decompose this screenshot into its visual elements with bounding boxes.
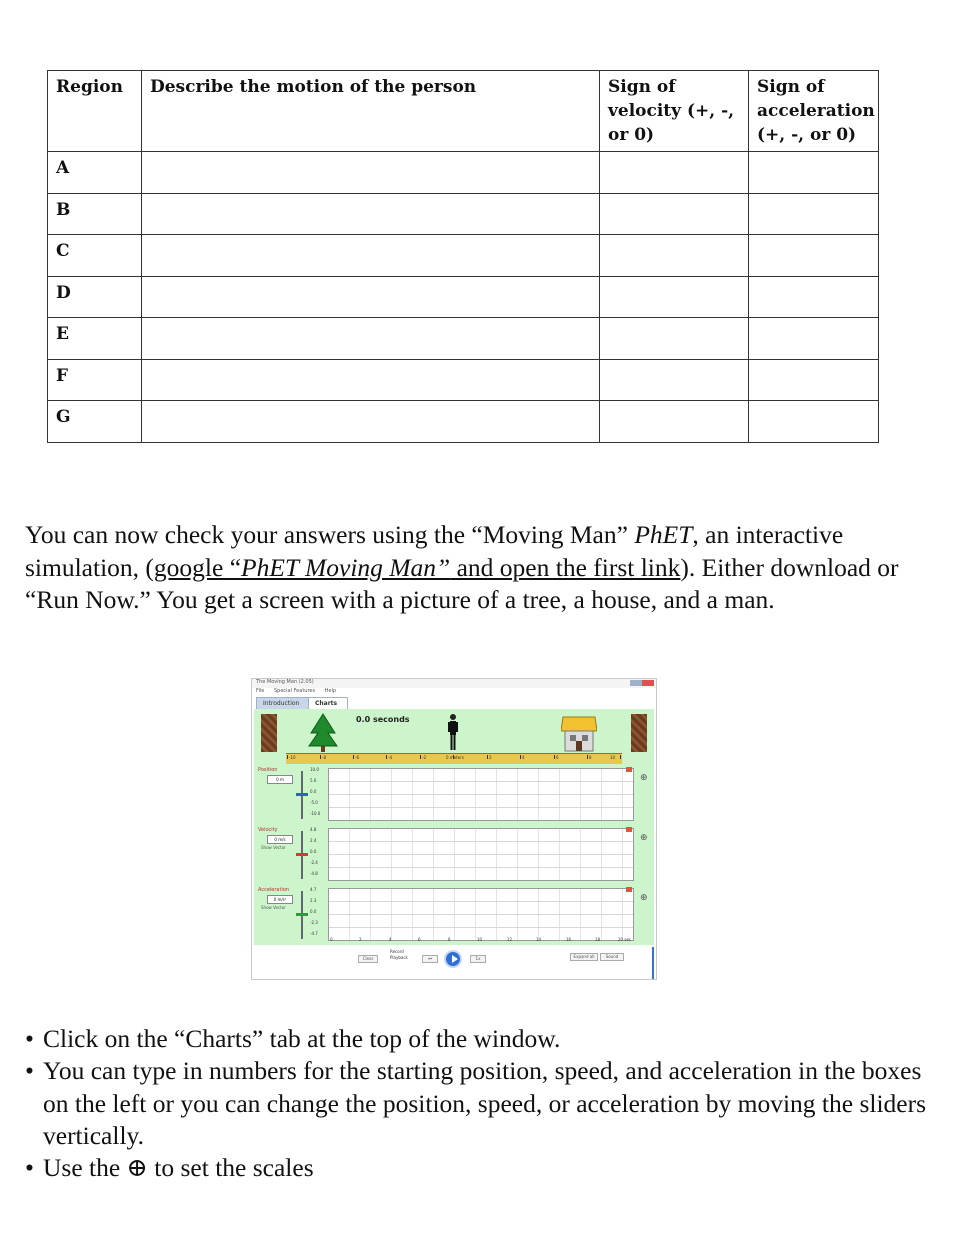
position-chart[interactable] [328,768,634,821]
time-readout: 0.0 seconds [356,715,410,724]
acceleration-panel [254,885,654,943]
time-tick-label: 18 [595,937,601,942]
right-wall [631,714,647,752]
menu-help[interactable]: Help [324,688,337,694]
ruler-tick [320,755,321,759]
ruler-label: 2 [489,755,492,760]
step-back-button[interactable]: ⏮ [422,955,438,963]
region-label: A [48,152,142,194]
table-row [48,193,879,235]
zoom-icon[interactable]: ⊕ [640,893,648,903]
axis-tick-label: -2.3 [310,920,318,925]
moving-man-icon[interactable] [447,713,459,753]
acceleration-cell[interactable] [749,359,879,401]
table-row [48,318,879,360]
tab-charts[interactable]: Charts [308,697,348,709]
table-row [48,401,879,443]
axis-tick-label: 2.3 [310,898,317,903]
time-axis [330,937,640,943]
axis-tick-label: -10.0 [310,811,321,816]
ruler-label: -2 [422,755,426,760]
time-tick-label: 10 [477,937,483,942]
list-item: • You can type in numbers for the starting position, speed, and acceleration in the boxes on the left or you can change the position, speed, or acceleration by moving the sliders vertically. [25,1055,945,1152]
link-text-a: google “ [153,552,242,582]
time-tick-label: 14 [536,937,542,942]
velocity-panel [254,825,654,883]
window-controls[interactable] [630,680,654,686]
description-cell[interactable] [142,235,600,277]
ruler-label: 4 [522,755,525,760]
velocity-show-vector[interactable]: Show Vector [261,845,286,850]
velocity-cell[interactable] [600,318,749,360]
velocity-cell[interactable] [600,235,749,277]
link-text-c: and open the first link [450,552,681,582]
table-row [48,359,879,401]
axis-tick-label: -2.4 [310,860,318,865]
time-tick-label: 0 [330,937,333,942]
position-title: Position [258,767,278,773]
axis-tick-label: 0.0 [310,849,317,854]
acceleration-cell[interactable] [749,276,879,318]
list-item: • Use the ⊕ to set the scales [25,1152,945,1184]
table-header-row [48,71,879,152]
position-axis-ticks [310,767,326,821]
intro-text-3: ). Either download or “Run Now.” You get a screen with a picture of a tree, a house, and a man. [25,552,899,614]
velocity-cell[interactable] [600,152,749,194]
tree-icon [308,713,338,753]
screenshot-right-edge [652,947,654,979]
region-label: B [48,193,142,235]
ruler-label: -6 [355,755,359,760]
table-row [48,276,879,318]
ruler-label: 10 [610,755,616,760]
header-region: Region [48,71,142,152]
playback-controls [254,945,654,977]
menu-file[interactable]: File [256,688,265,694]
region-label: F [48,359,142,401]
intro-paragraph [25,519,945,617]
sim-titlebar [252,679,656,688]
description-cell[interactable] [142,359,600,401]
velocity-cell[interactable] [600,359,749,401]
header-description: Describe the motion of the person [142,71,600,152]
velocity-title: Velocity [258,827,278,833]
time-tick-label: 8 [448,937,451,942]
description-cell[interactable] [142,152,600,194]
time-tick-label: 2 [359,937,362,942]
acceleration-cell[interactable] [749,193,879,235]
close-icon[interactable] [626,827,632,832]
axis-tick-label: 4.7 [310,887,317,892]
ruler-tick [620,755,621,759]
time-tick-label: 6 [418,937,421,942]
ruler-tick [487,755,488,759]
list-item: • Click on the “Charts” tab at the top of the window. [25,1023,945,1055]
table-row [48,152,879,194]
time-tick-label: 4 [389,937,392,942]
region-label: E [48,318,142,360]
axis-tick-label: -4.8 [310,871,318,876]
ruler-tick [587,755,588,759]
link-text-b: PhET Moving Man” [241,552,451,582]
acceleration-slider-knob[interactable] [296,913,308,916]
acceleration-axis-ticks [310,887,326,941]
intro-text-1: You can now check your answers using the “Moving Man” [25,520,635,549]
acceleration-cell[interactable] [749,235,879,277]
velocity-cell[interactable] [600,401,749,443]
intro-text-2: , an interactive simulation, ( [25,520,844,582]
axis-tick-label: 0.0 [310,909,317,914]
description-cell[interactable] [142,193,600,235]
header-acceleration-sign: Sign of acceleration (+, -, or 0) [749,71,879,152]
axis-tick-label: -5.0 [310,800,318,805]
velocity-axis-ticks [310,827,326,881]
axis-tick-label: 5.0 [310,778,317,783]
position-input[interactable]: 0 m [267,775,293,784]
sim-window-title: The Moving Man (2.05) [256,679,314,685]
position-slider-knob[interactable] [296,793,308,796]
acceleration-title: Acceleration [258,887,290,893]
play-button[interactable] [444,950,462,968]
region-label: G [48,401,142,443]
motion-worksheet-table [47,70,879,443]
acceleration-chart[interactable] [328,888,634,941]
ruler-label: 8 [589,755,592,760]
velocity-input[interactable]: 0 m/s [267,835,293,844]
velocity-cell[interactable] [600,193,749,235]
table-row [48,235,879,277]
position-panel [254,765,654,823]
ruler-label: -8 [322,755,326,760]
velocity-cell[interactable] [600,276,749,318]
axis-tick-label: -4.7 [310,931,318,936]
intro-phet: PhET [634,520,693,549]
acceleration-cell[interactable] [749,401,879,443]
moving-man-screenshot [251,678,657,980]
velocity-slider-knob[interactable] [296,853,308,856]
position-controls [255,765,297,823]
description-cell[interactable] [142,276,600,318]
sim-menubar [252,688,656,696]
region-label: C [48,235,142,277]
record-label: Record [390,949,404,954]
axis-tick-label: 10.0 [310,767,319,772]
acceleration-cell[interactable] [749,318,879,360]
ruler-label: -4 [388,755,392,760]
description-cell[interactable] [142,318,600,360]
left-wall [261,714,277,752]
axis-tick-label: 2.4 [310,838,317,843]
time-tick-label: 20 sec [618,937,632,942]
ruler-tick [520,755,521,759]
velocity-controls [255,825,297,883]
close-icon[interactable] [626,887,632,892]
tab-introduction[interactable]: Introduction [256,697,316,709]
menu-special-features[interactable]: Special Features [273,688,316,694]
velocity-chart[interactable] [328,828,634,881]
sound-checkbox[interactable]: Sound [600,953,624,961]
region-label: D [48,276,142,318]
acceleration-controls [255,885,297,943]
ruler-tick [554,755,555,759]
google-link[interactable] [154,553,680,582]
ruler-tick [287,755,288,759]
ruler-label: 0 meters [446,755,464,760]
clear-button[interactable]: Clear [358,955,378,963]
zoom-icon[interactable]: ⊕ [640,833,648,843]
expand-all-button[interactable]: Expand all [570,953,598,961]
ruler-tick [420,755,421,759]
zoom-icon[interactable]: ⊕ [640,773,648,783]
position-ruler [286,753,622,764]
acceleration-cell[interactable] [749,152,879,194]
playback-label: Playback [390,955,408,960]
header-velocity-sign: Sign of velocity (+, -, or 0) [600,71,749,152]
instruction-list [25,1023,945,1184]
ruler-label: 6 [556,755,559,760]
house-icon [561,713,597,753]
ruler-label: -10 [289,755,296,760]
acceleration-show-vector[interactable]: Show Vector [261,905,286,910]
axis-tick-label: 4.8 [310,827,317,832]
close-icon[interactable] [626,767,632,772]
record-playback-toggle[interactable] [390,949,408,961]
ruler-tick [386,755,387,759]
ruler-tick [353,755,354,759]
description-cell[interactable] [142,401,600,443]
axis-tick-label: 0.0 [310,789,317,794]
time-tick-label: 16 [566,937,572,942]
acceleration-input[interactable]: 0 m/s² [267,895,293,904]
time-tick-label: 12 [507,937,513,942]
speed-button[interactable]: 1x [470,955,486,963]
